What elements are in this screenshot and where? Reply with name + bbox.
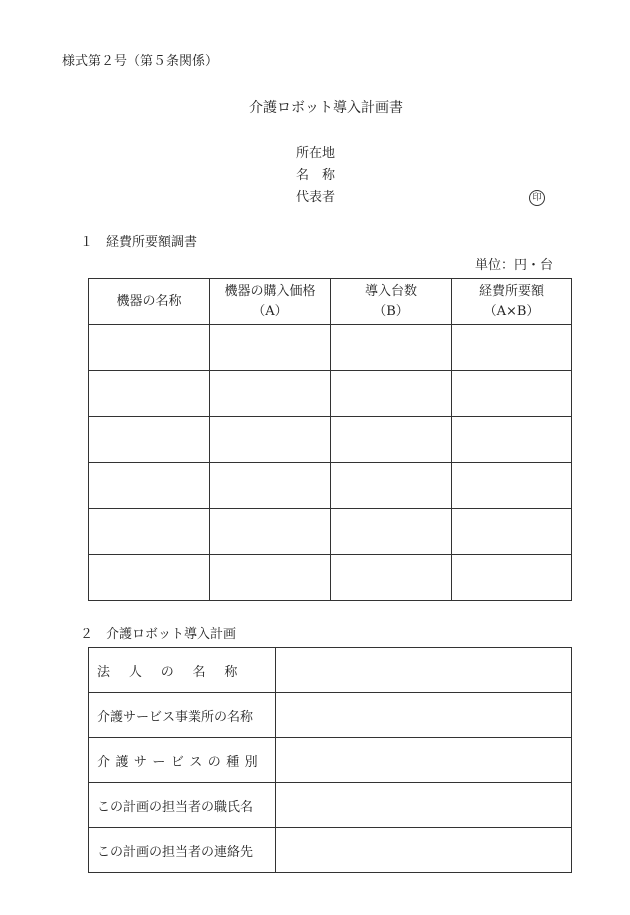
header-total-cost: 経費所要額 （A×B） xyxy=(452,279,572,325)
table-row xyxy=(89,738,572,783)
location-label: 所在地 xyxy=(296,146,336,161)
value-facility-name[interactable] xyxy=(276,693,572,738)
cell-equipment-name[interactable] xyxy=(89,417,210,463)
cell-quantity[interactable] xyxy=(331,371,452,417)
plan-table xyxy=(88,647,572,873)
seal-mark: 印 xyxy=(529,190,545,206)
label-facility-name: 介護サービス事業所の名称 xyxy=(89,693,276,738)
table-row xyxy=(89,463,572,509)
header-equipment-name: 機器の名称 xyxy=(89,279,210,325)
section1-heading: １ 経費所要額調書 xyxy=(80,235,198,250)
header-purchase-price: 機器の購入価格 （A） xyxy=(210,279,331,325)
table-row xyxy=(89,555,572,601)
cell-total-cost[interactable] xyxy=(452,509,572,555)
cell-purchase-price[interactable] xyxy=(210,417,331,463)
value-contact[interactable] xyxy=(276,828,572,873)
cell-equipment-name[interactable] xyxy=(89,371,210,417)
cell-purchase-price[interactable] xyxy=(210,555,331,601)
section2-heading: ２ 介護ロボット導入計画 xyxy=(80,627,237,642)
cell-quantity[interactable] xyxy=(331,463,452,509)
label-person-in-charge: この計画の担当者の職氏名 xyxy=(89,783,276,828)
cell-total-cost[interactable] xyxy=(452,555,572,601)
name-label: 名 称 xyxy=(296,168,336,183)
table-row xyxy=(89,371,572,417)
value-person-in-charge[interactable] xyxy=(276,783,572,828)
table-row xyxy=(89,417,572,463)
table-row xyxy=(89,828,572,873)
expense-table xyxy=(88,278,572,601)
representative-label: 代表者 xyxy=(296,190,336,205)
cell-purchase-price[interactable] xyxy=(210,325,331,371)
table-row xyxy=(89,693,572,738)
cell-total-cost[interactable] xyxy=(452,371,572,417)
form-number: 様式第２号（第５条関係） xyxy=(62,54,219,69)
expense-table-header-row xyxy=(89,279,572,325)
table-row xyxy=(89,648,572,693)
cell-equipment-name[interactable] xyxy=(89,463,210,509)
unit-note: 単位：円・台 xyxy=(475,258,554,273)
header-quantity: 導入台数 （B） xyxy=(331,279,452,325)
value-corporation-name[interactable] xyxy=(276,648,572,693)
cell-purchase-price[interactable] xyxy=(210,371,331,417)
cell-quantity[interactable] xyxy=(331,555,452,601)
cell-total-cost[interactable] xyxy=(452,325,572,371)
cell-quantity[interactable] xyxy=(331,325,452,371)
cell-quantity[interactable] xyxy=(331,417,452,463)
label-corporation-name: 法人の名称 xyxy=(89,648,276,693)
table-row xyxy=(89,783,572,828)
cell-equipment-name[interactable] xyxy=(89,325,210,371)
table-row xyxy=(89,509,572,555)
label-contact: この計画の担当者の連絡先 xyxy=(89,828,276,873)
cell-total-cost[interactable] xyxy=(452,417,572,463)
label-service-type: 介護サービスの種別 xyxy=(89,738,276,783)
document-title: 介護ロボット導入計画書 xyxy=(249,100,403,116)
value-service-type[interactable] xyxy=(276,738,572,783)
cell-equipment-name[interactable] xyxy=(89,509,210,555)
cell-purchase-price[interactable] xyxy=(210,463,331,509)
cell-purchase-price[interactable] xyxy=(210,509,331,555)
table-row xyxy=(89,325,572,371)
cell-quantity[interactable] xyxy=(331,509,452,555)
cell-equipment-name[interactable] xyxy=(89,555,210,601)
cell-total-cost[interactable] xyxy=(452,463,572,509)
